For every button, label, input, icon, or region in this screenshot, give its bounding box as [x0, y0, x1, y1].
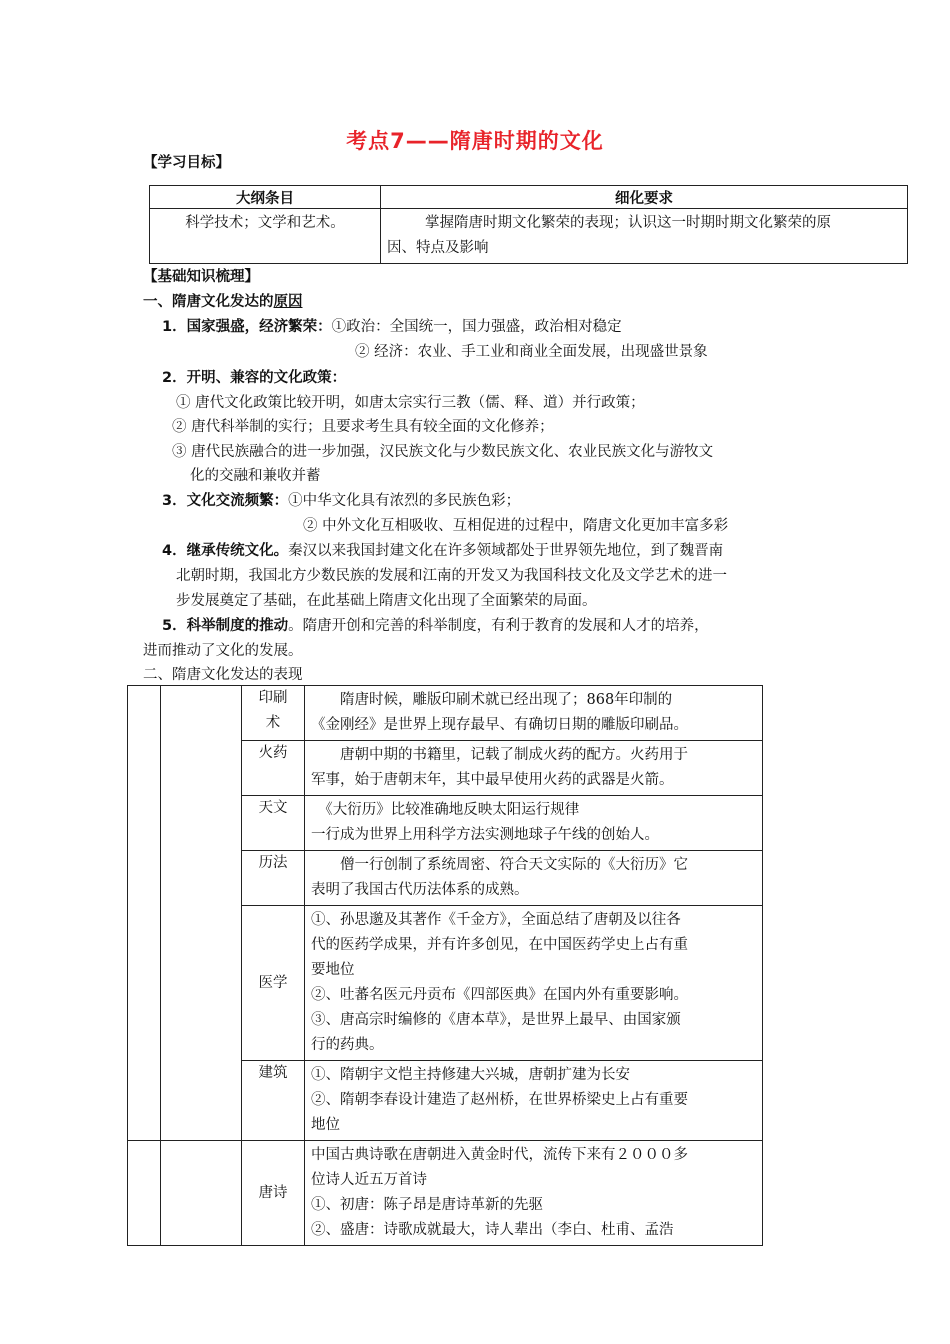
row-medicine-line: 代的医药学成果，并有许多创见，在中国医药学史上占有重	[311, 937, 688, 953]
row-tang-poetry-line: 中国古典诗歌在唐朝进入黄金时代，流传下来有２０００多	[311, 1147, 688, 1163]
point-4-label: 4．继承传统文化。	[162, 543, 289, 559]
row-calendar-line: 僧一行创制了系统周密、符合天文实际的《大衍历》它	[311, 857, 688, 873]
row-printing-label-2: 术	[265, 715, 281, 731]
goals-header-outline: 大纲条目	[150, 186, 381, 209]
point-2-item-3-cont: 化的交融和兼收并蓄	[190, 468, 321, 484]
goals-req-line-2: 因、特点及影响	[387, 240, 489, 256]
point-4	[162, 539, 723, 560]
row-gunpowder-line: 唐朝中期的书籍里，记载了制成火药的配方。火药用于	[311, 747, 688, 763]
row-printing-line: 隋唐时候，雕版印刷术就已经出现了；868年印制的	[311, 692, 673, 708]
point-2-item-2: ② 唐代科举制的实行；且要求考生具有较全面的文化修养；	[172, 419, 554, 435]
row-printing-label-1: 印刷	[258, 690, 288, 706]
row-astronomy-label: 天文	[242, 796, 305, 851]
row-calendar-line: 表明了我国古代历法体系的成熟。	[311, 882, 529, 898]
row-gunpowder-content	[305, 741, 763, 796]
row-architecture-line: ①、隋朝宇文恺主持修建大兴城，唐朝扩建为长安	[311, 1067, 630, 1083]
point-3-text: ①中华文化具有浓烈的多民族色彩；	[288, 493, 521, 509]
row-medicine-line: ②、吐蕃名医元丹贡布《四部医典》在国内外有重要影响。	[311, 987, 688, 1003]
point-1-text-b: ② 经济：农业、手工业和商业全面发展，出现盛世景象	[355, 344, 708, 360]
point-4-text-c: 步发展奠定了基础，在此基础上隋唐文化出现了全面繁荣的局面。	[176, 593, 597, 609]
row-printing-label	[242, 686, 305, 741]
row-architecture-content	[305, 1061, 763, 1141]
category-cell-empty-a	[128, 686, 161, 1141]
point-4-text-b: 北朝时期，我国北方少数民族的发展和江南的开发又为我国科技文化及文学艺术的进一	[176, 568, 727, 584]
row-tang-poetry-line: ②、盛唐：诗歌成就最大，诗人辈出（李白、杜甫、孟浩	[311, 1222, 674, 1238]
goals-heading: 【学习目标】	[143, 155, 230, 171]
row-calendar-label: 历法	[242, 851, 305, 906]
row-architecture-line: 地位	[311, 1117, 340, 1133]
point-2-label: 2．开明、兼容的文化政策：	[162, 370, 347, 386]
row-medicine-line: ③、唐高宗时编修的《唐本草》，是世界上最早、由国家颁	[311, 1012, 681, 1028]
row-medicine-line: 行的药典。	[311, 1037, 384, 1053]
goals-header-requirements: 细化要求	[381, 186, 908, 209]
row-gunpowder-label: 火药	[242, 741, 305, 796]
goals-cell-requirements	[381, 209, 908, 264]
culture-table	[127, 685, 763, 1246]
basics-heading: 【基础知识梳理】	[143, 269, 259, 285]
point-5-label: 5．科举制度的推动	[162, 618, 289, 634]
goals-table	[149, 185, 908, 264]
point-1	[162, 315, 622, 336]
point-3-text-b: ② 中外文化互相吸收、互相促进的过程中，隋唐文化更加丰富多彩	[303, 518, 729, 534]
row-medicine-line: ①、孙思邈及其著作《千金方》，全面总结了唐朝及以往各	[311, 912, 681, 928]
point-2-item-1: ① 唐代文化政策比较开明，如唐太宗实行三教（儒、释、道）并行政策；	[176, 395, 645, 411]
section1-heading-underlined: 原因	[273, 294, 303, 310]
section1-heading-text: 一、隋唐文化发达的	[143, 294, 274, 310]
point-3-label: 3．文化交流频繁：	[162, 493, 289, 509]
row-gunpowder-line: 军事，始于唐朝末年，其中最早使用火药的武器是火箭。	[311, 772, 674, 788]
point-4-text: 秦汉以来我国封建文化在许多领域都处于世界领先地位，到了魏晋南	[288, 543, 724, 559]
page-title: 考点7——隋唐时期的文化	[346, 129, 604, 153]
row-medicine-line: 要地位	[311, 962, 355, 978]
section1-heading	[143, 290, 303, 311]
category-cell-empty-b	[161, 686, 242, 1141]
row-printing-content	[305, 686, 763, 741]
point-3	[162, 489, 520, 510]
row-astronomy-content	[305, 796, 763, 851]
row-architecture-label: 建筑	[242, 1061, 305, 1141]
category-cell-empty-c	[128, 1141, 161, 1246]
point-5-text: 。隋唐开创和完善的科举制度，有利于教育的发展和人才的培养，	[288, 618, 709, 634]
category-cell-empty-d	[161, 1141, 242, 1246]
row-tang-poetry-line: 位诗人近五万首诗	[311, 1172, 427, 1188]
row-medicine-content	[305, 906, 763, 1061]
row-tang-poetry-content	[305, 1141, 763, 1246]
point-1-label: 1．国家强盛，经济繁荣：	[162, 319, 332, 335]
row-architecture-line: ②、隋朝李春设计建造了赵州桥，在世界桥梁史上占有重要	[311, 1092, 688, 1108]
goals-req-line-1: 掌握隋唐时期文化繁荣的表现；认识这一时期时期文化繁荣的原	[425, 215, 831, 231]
point-1-text: ①政治：全国统一，国力强盛，政治相对稳定	[331, 319, 622, 335]
row-tang-poetry-label: 唐诗	[242, 1141, 305, 1246]
point-5	[162, 614, 709, 635]
row-tang-poetry-line: ①、初唐：陈子昂是唐诗革新的先驱	[311, 1197, 543, 1213]
goals-cell-outline: 科学技术；文学和艺术。	[150, 209, 381, 264]
section2-heading: 二、隋唐文化发达的表现	[143, 667, 303, 683]
row-medicine-label: 医学	[242, 906, 305, 1061]
row-astronomy-line: 一行成为世界上用科学方法实测地球子午线的创始人。	[311, 827, 659, 843]
row-astronomy-line: 《大衍历》比较准确地反映太阳运行规律	[311, 802, 580, 818]
point-5-text-b: 进而推动了文化的发展。	[143, 643, 303, 659]
row-printing-line: 《金刚经》是世界上现存最早、有确切日期的雕版印刷品。	[311, 717, 688, 733]
point-2-item-3: ③ 唐代民族融合的进一步加强，汉民族文化与少数民族文化、农业民族文化与游牧文	[172, 444, 714, 460]
row-calendar-content	[305, 851, 763, 906]
